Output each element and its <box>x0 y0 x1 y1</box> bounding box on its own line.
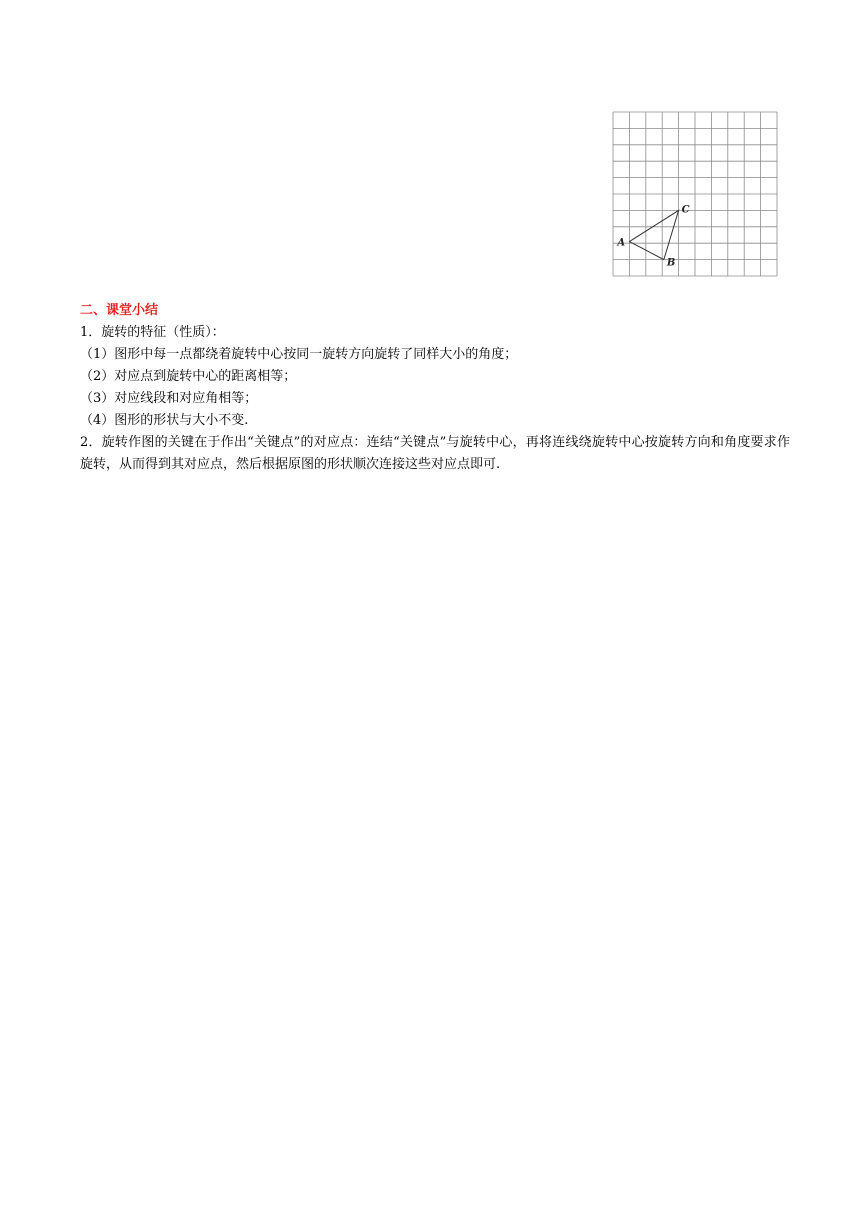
summary-sub-item-1: （1）图形中每一点都绕着旋转中心按同一旋转方向旋转了同样大小的角度； <box>80 347 518 362</box>
point-label-b: B <box>666 257 676 269</box>
summary-item-2: 2．旋转作图的关键在于作出“关键点”的对应点：连结“关键点”与旋转中心，再将连线绕旋转中心按旋转方向和角度要求作旋转，从而得到其对应点，然后根据原图的形状顺次连接这些对应点即可. <box>80 435 790 472</box>
point-label-c: C <box>681 204 690 216</box>
summary-item-1: 1．旋转的特征（性质）： <box>80 325 225 340</box>
section-title: 二、课堂小结 <box>80 303 159 318</box>
class-summary <box>80 300 790 476</box>
point-label-a: A <box>617 237 626 249</box>
triangle-abc <box>629 210 678 259</box>
rotation-grid-figure <box>610 110 780 280</box>
summary-sub-item-4: （4）图形的形状与大小不变. <box>80 413 249 428</box>
summary-sub-item-2: （2）对应点到旋转中心的距离相等； <box>80 369 297 384</box>
summary-sub-item-3: （3）对应线段和对应角相等； <box>80 391 258 406</box>
grid-lines <box>613 112 777 276</box>
